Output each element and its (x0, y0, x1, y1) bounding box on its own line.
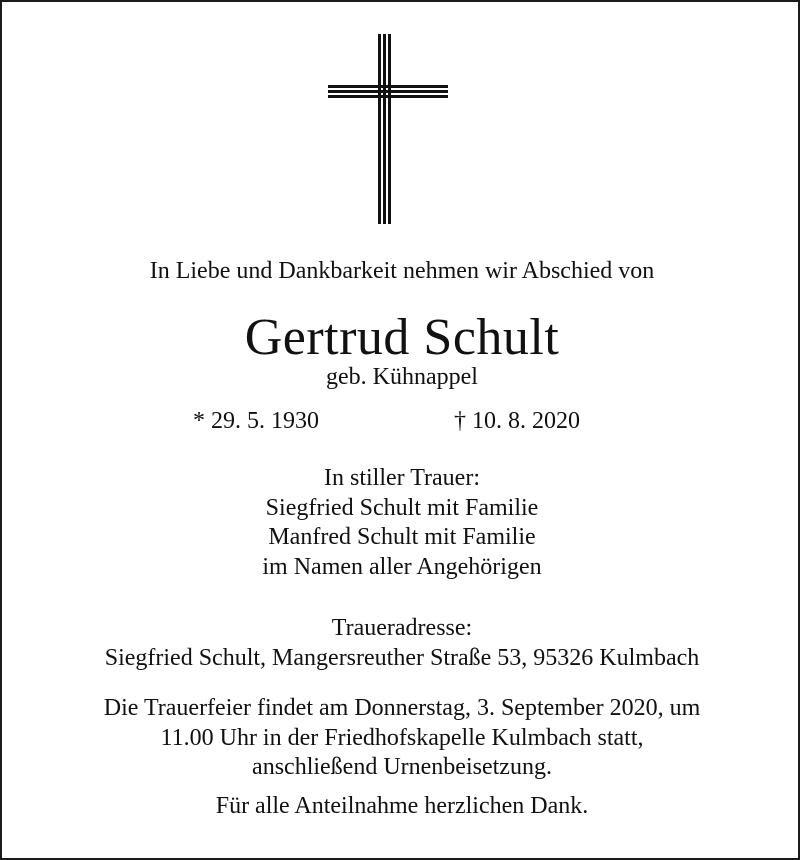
ceremony-line: Die Trauerfeier findet am Donnerstag, 3. September 2020, um (103, 695, 701, 721)
mourner-line: im Namen aller Angehörigen (262, 553, 542, 580)
address-block (2, 614, 800, 673)
mourning-heading: In stiller Trauer: (324, 465, 480, 491)
mourner-line: Siegfried Schult mit Familie (265, 494, 539, 521)
ceremony-line: anschließend Urnenbeisetzung. (252, 754, 552, 780)
address-line: Siegfried Schult, Mangersreuther Straße 53, 95326 Kulmbach (104, 644, 700, 671)
deceased-name: Gertrud Schult (244, 309, 560, 366)
address-heading: Traueradresse: (331, 615, 473, 641)
ceremony-block (2, 694, 800, 783)
ceremony-line: 11.00 Uhr in der Friedhofskapelle Kulmbach statt, (160, 724, 644, 751)
mourner-line: Manfred Schult mit Familie (268, 524, 536, 550)
maiden-name: geb. Kühnappel (326, 364, 478, 390)
death-date: † 10. 8. 2020 (454, 408, 580, 434)
thanks-text: Für alle Anteilnahme herzlichen Dank. (215, 793, 589, 819)
intro-text: In Liebe und Dankbarkeit nehmen wir Abschied von (149, 258, 655, 284)
birth-date: * 29. 5. 1930 (193, 408, 319, 434)
mourning-block (2, 464, 800, 582)
cross-icon (328, 34, 448, 224)
